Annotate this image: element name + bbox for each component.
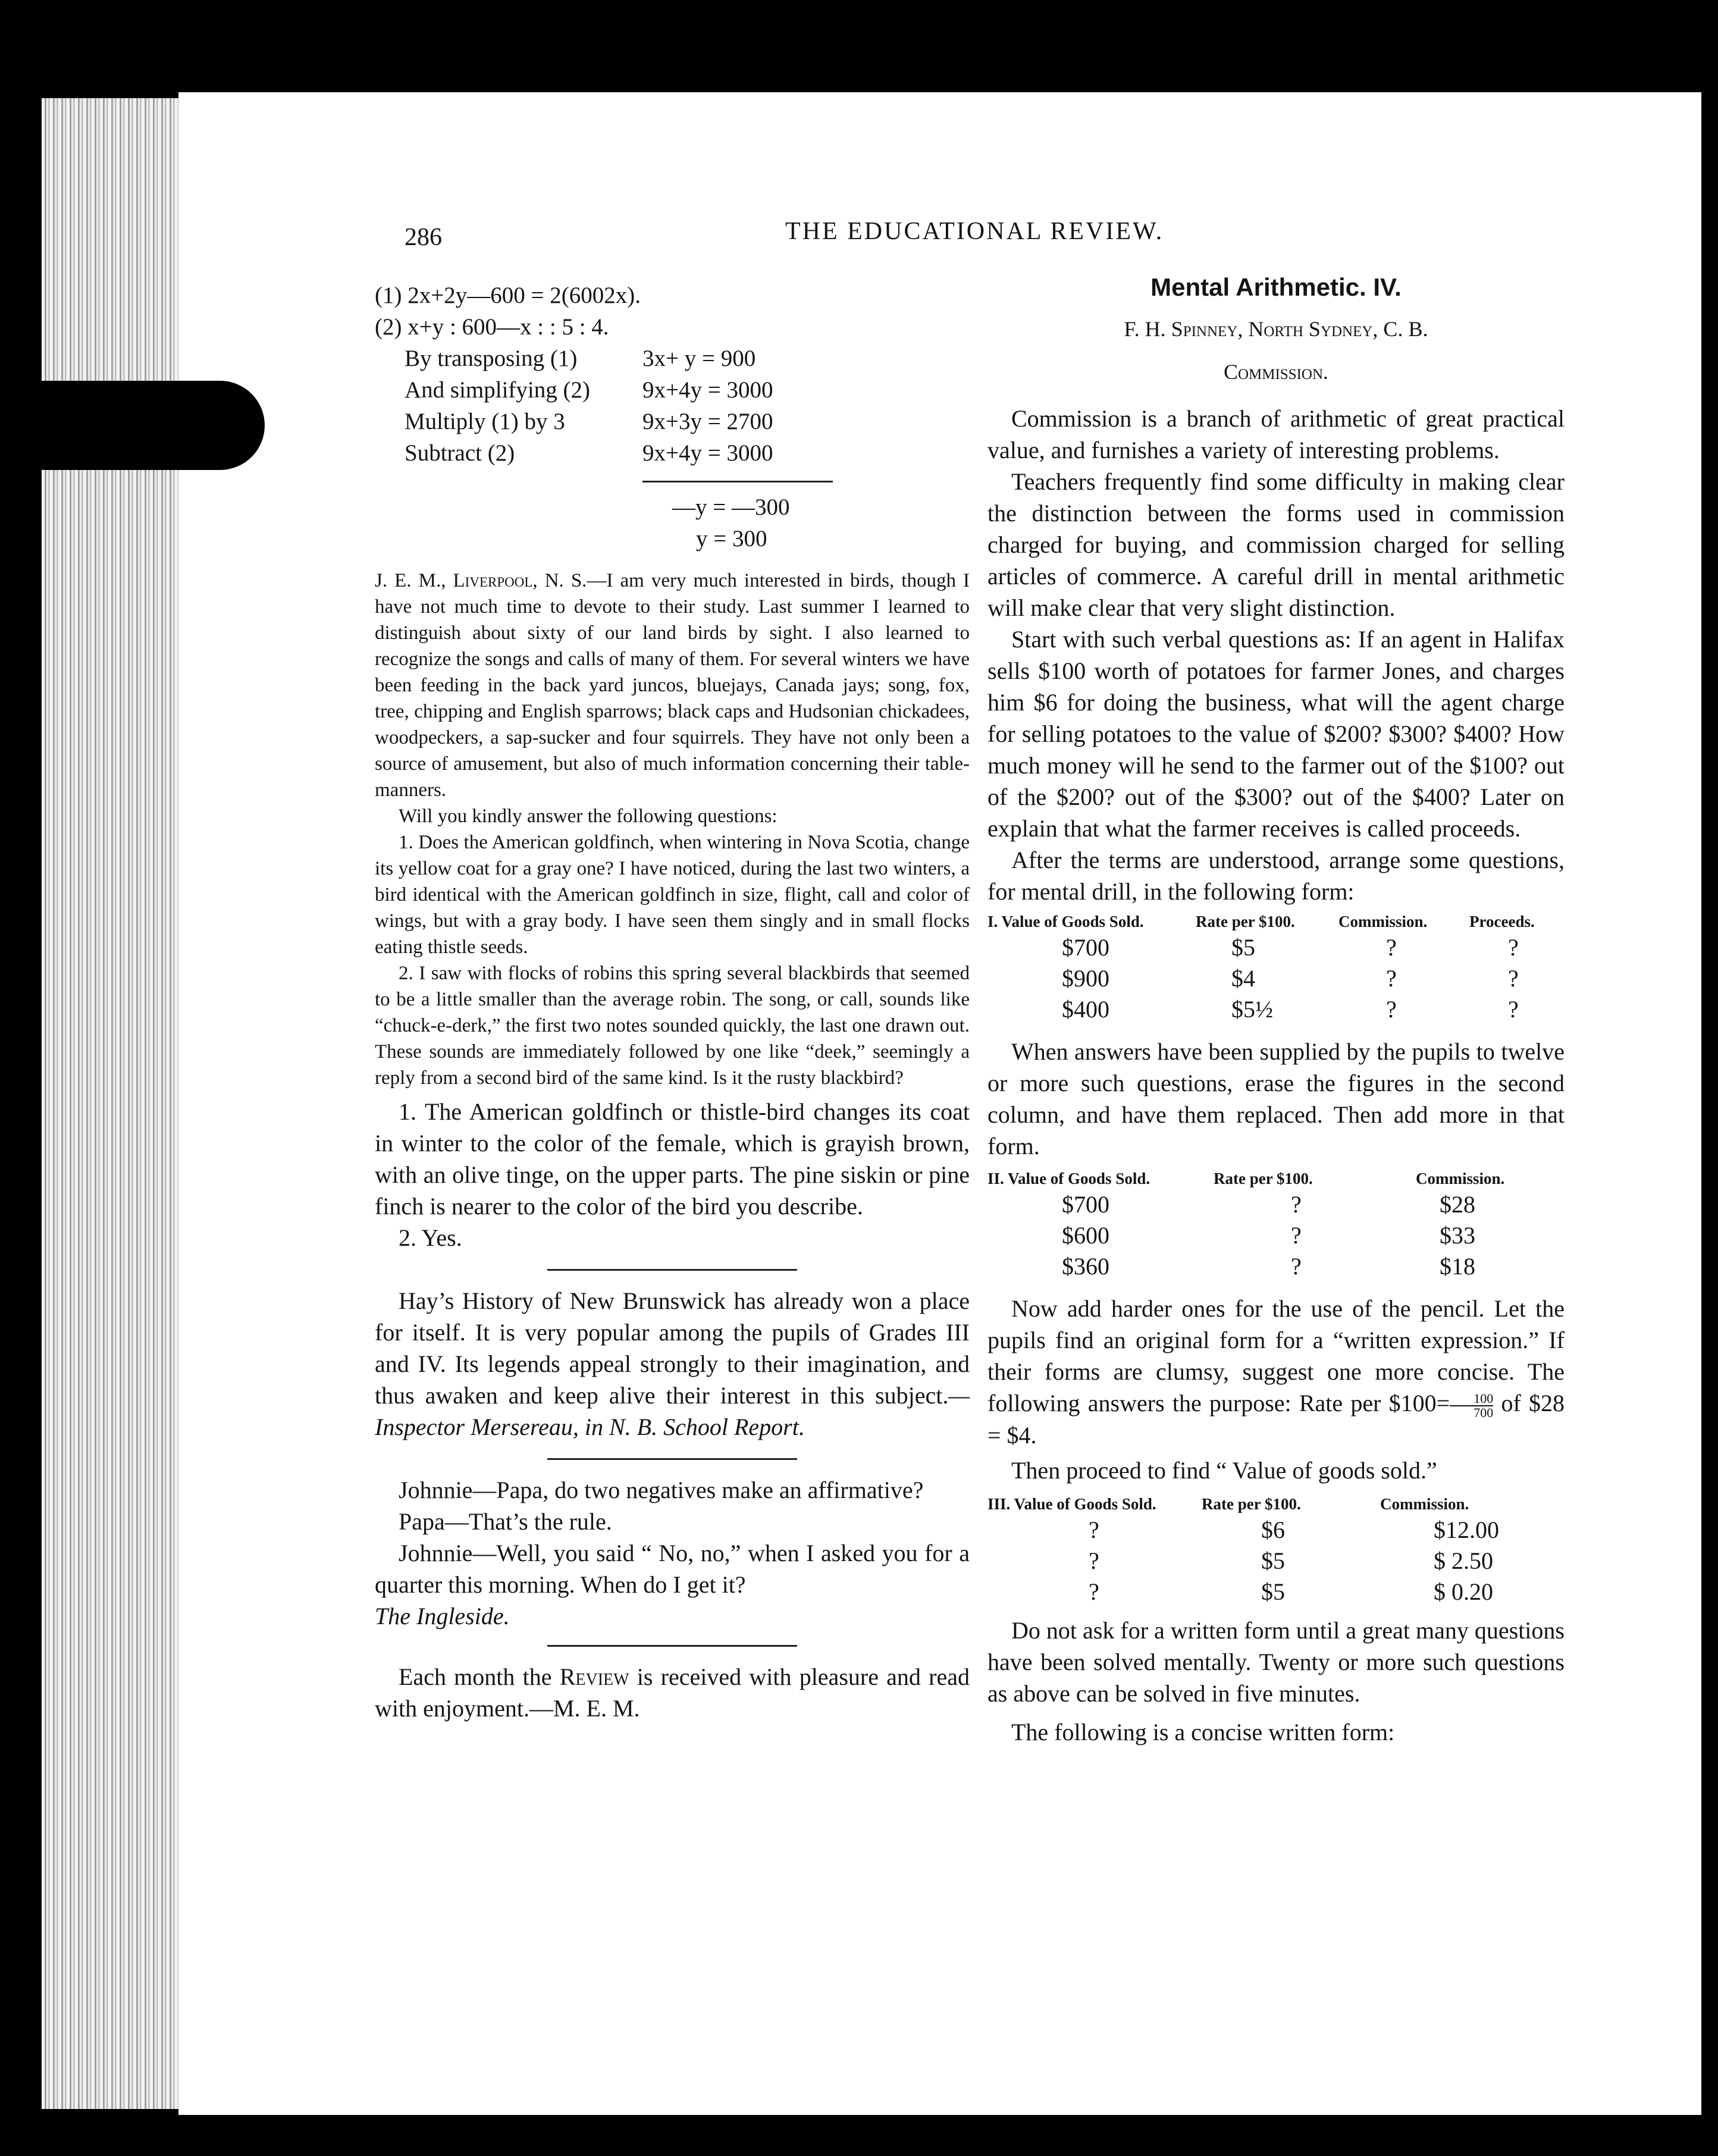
table-header: III. Value of Goods Sold. xyxy=(987,1494,1156,1513)
article-paragraph: Teachers frequently find some difficulty in making clear the distinction between the forms used in commission charged for buying, and commission charged for selling articles of commerce. A careful drill in mental arithmetic will make clear that very slight distinction. xyxy=(987,468,1565,621)
table-cell: ? xyxy=(1291,1222,1302,1249)
equation-step-label: By transposing (1) xyxy=(405,346,578,371)
right-column xyxy=(987,271,1565,1748)
table-header-row xyxy=(987,911,1565,932)
table-cell: $5½ xyxy=(1231,996,1273,1023)
joke-line: Johnnie—Well, you said “ No, no,” when I asked you for a quarter this morning. When do I get it? xyxy=(375,1540,970,1598)
table-row xyxy=(987,1546,1565,1577)
letter-paragraph xyxy=(375,568,970,803)
table-header: Rate per $100. xyxy=(1196,913,1295,930)
left-column xyxy=(375,280,970,1724)
letter-body: —I am very much interested in birds, though I have not much time to devote to their study. Last summer I learned to distinguish about sixty of our land birds by sight. I also learned to recognize the songs and calls of many of them. For several winters we have been feeding in the back yard juncos, bluejays, Canada jays; song, fox, tree, chipping and English sparrows; black caps and Hudsonian chickadees, woodpeckers, a sap-sucker and four squirrels. They have not only been a source of amusement, but also of much information concerning their table-manners. xyxy=(375,570,970,801)
table-row xyxy=(987,1251,1565,1282)
binder-clip xyxy=(36,381,265,470)
equation-row xyxy=(375,343,970,374)
table-header: Commission. xyxy=(1338,913,1428,930)
table-cell: ? xyxy=(1386,965,1397,992)
equation-result-1: —y = —300 xyxy=(672,494,790,520)
table-cell: ? xyxy=(1386,996,1397,1023)
section-rule xyxy=(547,1645,797,1647)
equations-block xyxy=(375,280,970,554)
article-paragraph xyxy=(987,1293,1565,1451)
answer-2: 2. Yes. xyxy=(399,1224,462,1251)
table-row xyxy=(987,963,1565,994)
equation-row xyxy=(375,374,970,406)
table-cell: $5 xyxy=(1261,1578,1285,1605)
section-rule xyxy=(547,1269,797,1271)
joke-block xyxy=(375,1474,970,1632)
table-cell: ? xyxy=(1508,934,1519,961)
table-row xyxy=(987,1220,1565,1251)
table-row xyxy=(987,1577,1565,1607)
purpose-tail: of $28 = $4. xyxy=(987,1390,1565,1449)
table-cell: $5 xyxy=(1231,934,1255,961)
table-row xyxy=(987,1515,1565,1546)
table-row xyxy=(987,932,1565,963)
joke-line: Papa—That’s the rule. xyxy=(399,1508,612,1535)
table-cell: $6 xyxy=(1261,1516,1285,1543)
commission-table-3 xyxy=(987,1493,1565,1607)
section-rule xyxy=(547,1458,797,1460)
equation-step-expr: 9x+3y = 2700 xyxy=(642,409,773,434)
equation-step-expr: 3x+ y = 900 xyxy=(642,346,756,371)
table-header: Rate per $100. xyxy=(1202,1494,1301,1513)
table-cell: ? xyxy=(1089,1578,1099,1605)
table-cell: $400 xyxy=(1062,996,1109,1023)
table-header: Proceeds. xyxy=(1469,913,1535,930)
table-header: I. Value of Goods Sold. xyxy=(987,913,1144,930)
equation-row xyxy=(375,406,970,437)
table-cell: $600 xyxy=(1062,1222,1109,1249)
equation-step-expr: 9x+4y = 3000 xyxy=(642,440,773,466)
table-cell: ? xyxy=(1291,1191,1302,1218)
equation-step-expr: 9x+4y = 3000 xyxy=(642,377,773,403)
table-cell: $700 xyxy=(1062,934,1109,961)
equation-step-label: Subtract (2) xyxy=(405,440,515,466)
equation-rule xyxy=(642,481,833,482)
table-cell: ? xyxy=(1291,1253,1302,1280)
equation-2: (2) x+y : 600—x : : 5 : 4. xyxy=(375,314,609,340)
table-cell: $4 xyxy=(1231,965,1255,992)
fraction-denominator: 700 xyxy=(1474,1405,1494,1420)
table-cell: ? xyxy=(1089,1516,1099,1543)
letter-question-1: 1. Does the American goldfinch, when wintering in Nova Scotia, change its yellow coat for a gray one? I have noticed, during the last two winters, a bird identical with the American goldfinch in size, flight, call and color of wings, but with a gray body. I have seen them singly and in small flocks eating thistle seeds. xyxy=(375,832,970,958)
article-title: Mental Arithmetic. IV. xyxy=(1150,273,1402,301)
table-cell: $360 xyxy=(1062,1253,1109,1280)
table-cell: $12.00 xyxy=(1434,1516,1499,1543)
purpose-text: Now add harder ones for the use of the pencil. Let the pupils find an original form for a “written expression.” If their forms are clumsy, suggest one more concise. The following answers the purpose: Rate per $100= xyxy=(987,1295,1565,1417)
table-cell: $700 xyxy=(1062,1191,1109,1218)
hays-text: Hay’s History of New Brunswick has already won a place for itself. It is very popular among the pupils of Grades III and IV. Its legends appeal strongly to their imagination, and thus awaken and keep alive their interest in this subject. xyxy=(375,1287,970,1409)
page-number: 286 xyxy=(405,224,442,251)
commission-table-2 xyxy=(987,1168,1565,1282)
table-header: II. Value of Goods Sold. xyxy=(987,1170,1150,1187)
table-cell: $33 xyxy=(1440,1222,1475,1249)
table-cell: $ 0.20 xyxy=(1434,1578,1493,1605)
closing-post: is received with pleasure and read with enjoyment.—M. E. M. xyxy=(375,1663,970,1722)
article-body xyxy=(987,403,1565,907)
letter-paragraph: Will you kindly answer the following questions: xyxy=(399,806,778,827)
table-header: Rate per $100. xyxy=(1214,1170,1313,1187)
joke-source-text: The Ingleside. xyxy=(375,1603,510,1629)
answer-1: 1. The American goldfinch or thistle-bird changes its coat in winter to the color of the female, which is grayish brown, with an olive tinge, on the upper parts. The pine siskin or pine finch is nearer to the color of the bird you describe. xyxy=(375,1098,970,1220)
table-header-row xyxy=(987,1168,1565,1189)
table-cell: $900 xyxy=(1062,965,1109,992)
table-cell: ? xyxy=(1508,996,1519,1023)
closing-paragraph xyxy=(375,1661,970,1724)
table-row xyxy=(987,994,1565,1025)
equation-result-2: y = 300 xyxy=(696,526,767,551)
editor-answer xyxy=(375,1096,970,1254)
table-cell: ? xyxy=(1089,1547,1099,1574)
letter-question-2: 2. I saw with flocks of robins this spring several blackbirds that seemed to be a little smaller than the average robin. The song, or call, sounds like “chuck-e-derk,” the first two notes sounded quickly, the last one drawn out. These sounds are immediately followed by one like “deek,” seemingly a reply from a second bird of the same kind. Is it the rusty blackbird? xyxy=(375,963,970,1089)
table-cell: ? xyxy=(1508,965,1519,992)
table-cell: $28 xyxy=(1440,1191,1475,1218)
joke-source xyxy=(375,1600,970,1632)
equation-step-label: And simplifying (2) xyxy=(405,377,590,403)
article-paragraph: After the terms are understood, arrange some questions, for mental drill, in the following form: xyxy=(987,847,1565,905)
table-cell: $5 xyxy=(1261,1547,1285,1574)
table-header-row xyxy=(987,1493,1565,1515)
article-paragraph: Do not ask for a written form until a great many questions have been solved mentally. Twenty or more such questions as above can be solved in five minutes. xyxy=(987,1616,1565,1707)
hays-paragraph xyxy=(375,1285,970,1443)
article-author: F. H. Spinney, North Sydney, C. B. xyxy=(1124,317,1428,341)
table-cell: $ 2.50 xyxy=(1434,1547,1493,1574)
hays-source: —Inspector Mersereau, in N. B. School Report. xyxy=(375,1382,970,1440)
reader-letter xyxy=(375,568,970,1091)
section-heading: Commission. xyxy=(1223,360,1329,384)
running-title: THE EDUCATIONAL REVIEW. xyxy=(785,218,1164,245)
letter-lead: J. E. M., Liverpool, N. S. xyxy=(375,570,587,591)
closing-pre: Each month the xyxy=(399,1663,560,1690)
hays-history-note xyxy=(375,1285,970,1443)
article-paragraph: When answers have been supplied by the pupils to twelve or more such questions, erase the figures in the second column, and have them replaced. Then add more in that form. xyxy=(987,1038,1565,1160)
closing-note xyxy=(375,1661,970,1724)
commission-table-1 xyxy=(987,911,1565,1025)
equation-step-label: Multiply (1) by 3 xyxy=(405,409,565,434)
table-header: Commission. xyxy=(1380,1494,1469,1513)
fraction xyxy=(1450,1392,1493,1419)
table-cell: $18 xyxy=(1440,1253,1475,1280)
closing-review: Review xyxy=(559,1663,629,1690)
article-paragraph: Commission is a branch of arithmetic of great practical value, and furnishes a variety of interesting problems. xyxy=(987,405,1565,463)
table-header: Commission. xyxy=(1416,1170,1505,1187)
joke-line: Johnnie—Papa, do two negatives make an affirmative? xyxy=(399,1477,924,1503)
article-paragraph: Then proceed to find “ Value of goods sold.” xyxy=(1011,1456,1437,1484)
equation-1: (1) 2x+2y—600 = 2(6002x). xyxy=(375,283,641,308)
article-paragraph: The following is a concise written form: xyxy=(1011,1718,1395,1746)
equation-row xyxy=(375,437,970,469)
fraction-numerator: 100 xyxy=(1450,1392,1493,1406)
table-cell: ? xyxy=(1386,934,1397,961)
table-row xyxy=(987,1189,1565,1220)
article-paragraph: Start with such verbal questions as: If an agent in Halifax sells $100 worth of potatoes for farmer Jones, and charges him $6 for doing the business, what will the agent charge for selling potatoes to the value of $200? $300? $400? How much money will he send to the farmer out of the $100? out of the $200? out of the $300? out of the $400? Later on explain that what the farmer receives is called proceeds. xyxy=(987,626,1565,842)
